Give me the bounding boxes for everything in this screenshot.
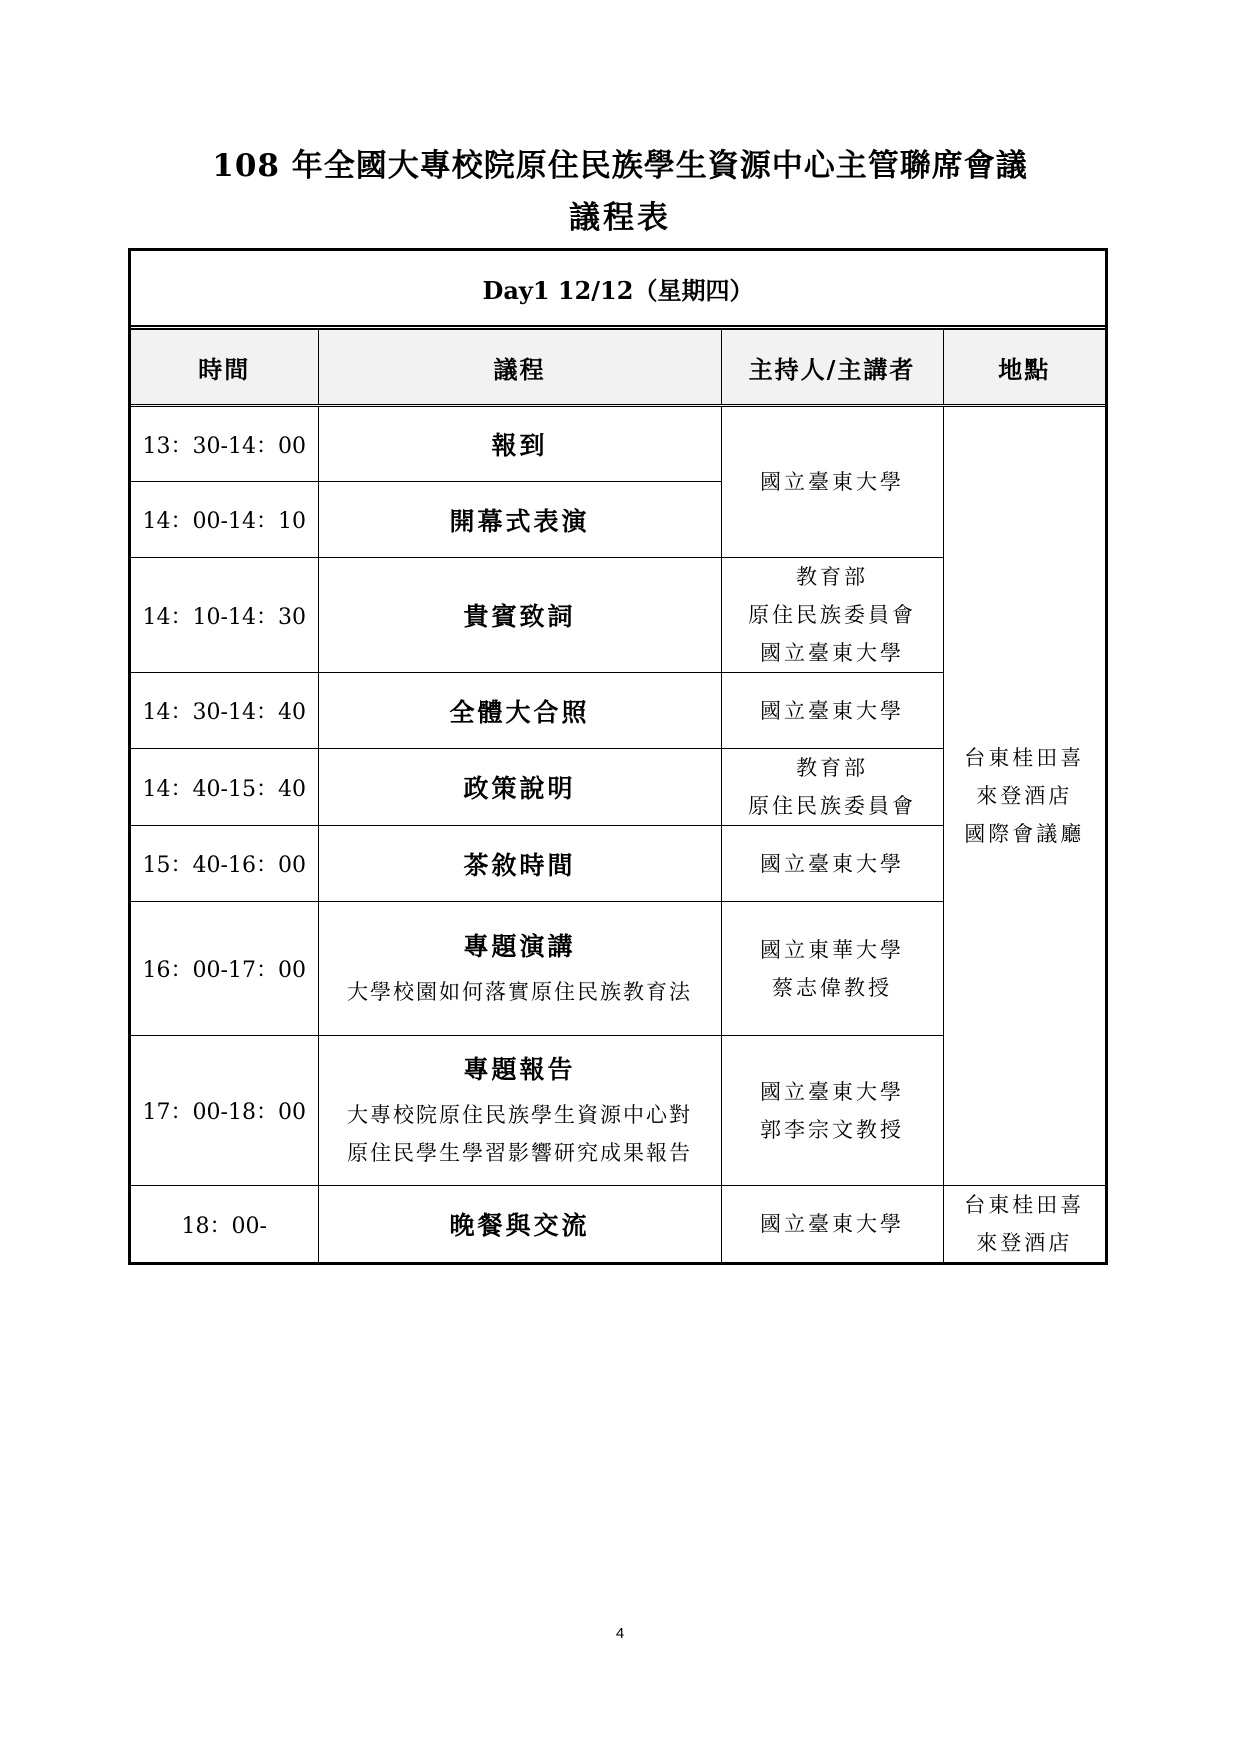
host-line: 蔡志偉教授 [772, 975, 892, 1000]
agenda-table [131, 330, 1105, 1262]
column-header-time: 時間 [131, 330, 318, 406]
time-cell: 17：00-18：00 [131, 1036, 318, 1186]
time-cell: 18：00- [131, 1186, 318, 1263]
session-cell: 報到 [318, 406, 721, 482]
venue-cell-dinner [943, 1186, 1105, 1263]
column-header-venue: 地點 [943, 330, 1105, 406]
table-row [131, 1186, 1105, 1263]
day-header: Day1 12/12（星期四） [131, 251, 1105, 330]
session-cell: 政策說明 [318, 749, 721, 826]
venue-line: 台東桂田喜 [964, 1193, 1085, 1217]
host-line: 國立東華大學 [760, 937, 904, 962]
host-line: 國立臺東大學 [760, 641, 904, 665]
column-header-agenda: 議程 [318, 330, 721, 406]
venue-line: 來登酒店 [976, 1231, 1073, 1255]
session-subtitle [319, 1096, 721, 1172]
host-line: 原住民族委員會 [748, 603, 916, 627]
table-header-row [131, 330, 1105, 406]
session-title: 專題演講 [463, 931, 576, 961]
host-cell [721, 558, 943, 673]
document-title: 108 年全國大專校院原住民族學生資源中心主管聯席會議 [212, 148, 1028, 184]
session-cell: 晚餐與交流 [318, 1186, 721, 1263]
host-cell [721, 1036, 943, 1186]
host-cell: 國立臺東大學 [721, 1186, 943, 1263]
session-cell: 開幕式表演 [318, 482, 721, 558]
host-cell: 國立臺東大學 [721, 406, 943, 558]
time-cell: 14：40-15：40 [131, 749, 318, 826]
time-cell: 13：30-14：00 [131, 406, 318, 482]
time-cell: 14：00-14：10 [131, 482, 318, 558]
venue-line: 來登酒店 [976, 784, 1073, 808]
session-subtitle-line: 原住民學生學習影響研究成果報告 [347, 1140, 692, 1165]
time-cell: 14：10-14：30 [131, 558, 318, 673]
host-line: 國立臺東大學 [760, 1079, 904, 1104]
host-cell: 國立臺東大學 [721, 826, 943, 902]
host-cell: 國立臺東大學 [721, 673, 943, 749]
time-cell: 16：00-17：00 [131, 902, 318, 1036]
host-cell [721, 749, 943, 826]
document-subtitle: 議程表 [569, 200, 671, 236]
session-subtitle: 大學校園如何落實原住民族教育法 [347, 979, 692, 1004]
table-row [131, 406, 1105, 482]
session-title: 專題報告 [463, 1054, 576, 1084]
session-cell: 茶敘時間 [318, 826, 721, 902]
page-number: 4 [615, 1625, 625, 1642]
column-header-host: 主持人/主講者 [721, 330, 943, 406]
session-cell [318, 1036, 721, 1186]
session-cell [318, 902, 721, 1036]
venue-line: 台東桂田喜 [964, 746, 1085, 770]
host-line: 郭李宗文教授 [760, 1117, 904, 1142]
venue-line: 國際會議廳 [964, 822, 1085, 846]
venue-cell-main [943, 406, 1105, 1186]
session-subtitle-line: 大專校院原住民族學生資源中心對 [347, 1102, 692, 1127]
host-cell [721, 902, 943, 1036]
session-cell: 全體大合照 [318, 673, 721, 749]
host-line: 原住民族委員會 [748, 794, 916, 818]
host-line: 教育部 [796, 756, 868, 780]
agenda-frame [128, 248, 1108, 1265]
time-cell: 15：40-16：00 [131, 826, 318, 902]
host-line: 教育部 [796, 565, 868, 589]
session-cell: 貴賓致詞 [318, 558, 721, 673]
time-cell: 14：30-14：40 [131, 673, 318, 749]
